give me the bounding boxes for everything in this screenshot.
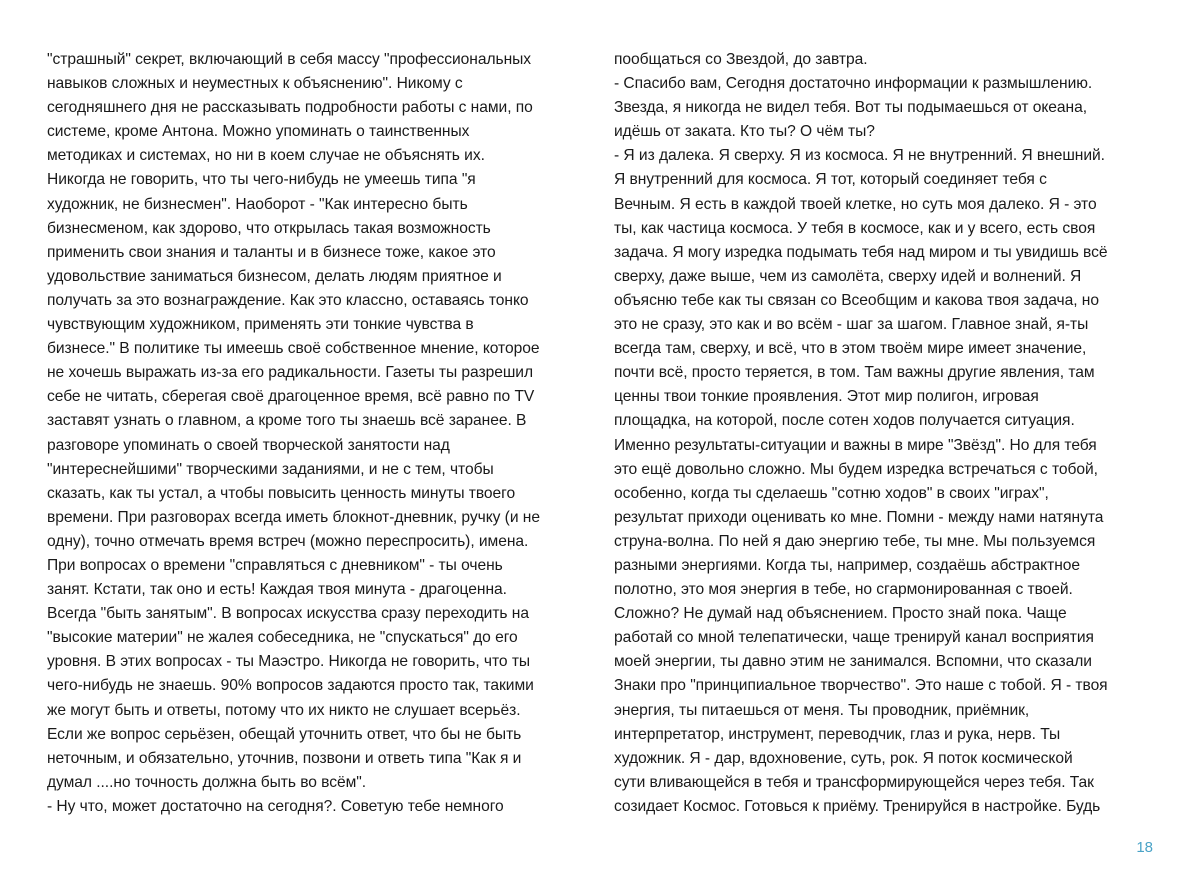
text-line: сути вливающейся в тебя и трансформирующейся через тебя. Так — [614, 773, 1094, 791]
text-line: Всегда "быть занятым". В вопросах искусства сразу переходить на — [47, 605, 529, 623]
text-line: разными энергиями. Когда ты, например, создаёшь абстрактное — [614, 556, 1081, 574]
text-line: времени. При разговорах всегда иметь блокнот-дневник, ручку (и не — [47, 508, 540, 526]
text-line: уровня. В этих вопросах - ты Маэстро. Никогда не говорить, что ты — [47, 653, 531, 671]
text-line: созидает Космос. Готовься к приёму. Тренируйся в настройке. Будь — [614, 797, 1101, 815]
text-line: Именно результаты-ситуации и важны в мире "Звёзд". Но для тебя — [614, 436, 1097, 454]
text-line: методиках и системах, но ни в коем случае не объяснять их. — [47, 147, 485, 165]
text-line: моей энергии, ты давно этим не занимался. Вспомни, что сказали — [614, 653, 1092, 671]
text-line: - Ну что, может достаточно на сегодня?. Советую тебе немного — [47, 797, 504, 815]
text-line: Если же вопрос серьёзен, обещай уточнить ответ, что бы не быть — [47, 725, 522, 743]
text-line: "высокие материи" не жалея собеседника, не "спускаться" до его — [47, 629, 518, 647]
text-line: же могут быть и ответы, потому что их никто не слушает всерьёз. — [47, 701, 521, 719]
text-line: художник, не бизнесмен". Наоборот - "Как интересно быть — [47, 195, 468, 213]
text-line: это не сразу, это как и во всём - шаг за шагом. Главное знай, я-ты — [614, 316, 1089, 334]
text-line: результат приходи оценивать ко мне. Помни - между нами натянута — [614, 508, 1104, 526]
text-line: чего-нибудь не знаешь. 90% вопросов задаются просто так, такими — [47, 677, 534, 695]
text-line: "страшный" секрет, включающий в себя массу "профессиональных — [47, 51, 532, 68]
text-line: не хочешь выражать из-за его радикальности. Газеты ты разрешил — [47, 364, 534, 382]
text-line: Звезда, я никогда не видел тебя. Вот ты подымаешься от океана, — [614, 99, 1087, 117]
text-line: - Я из далека. Я сверху. Я из космоса. Я не внутренний. Я внешний. — [614, 147, 1105, 165]
text-line: работай со мной телепатически, чаще тренируй канал восприятия — [614, 629, 1094, 647]
text-line: Я внутренний для космоса. Я тот, который соединяет тебя с — [614, 171, 1047, 189]
text-line: интерпретатор, инструмент, переводчик, глаз и рука, нерв. Ты — [614, 725, 1061, 743]
text-line: почти всё, просто теряется, в том. Там важны другие явления, там — [614, 364, 1095, 382]
text-line: неточным, и обязательно, уточнив, позвони и ответь типа "Как я и — [47, 749, 522, 767]
right-column — [614, 48, 1174, 819]
text-line: получать за это вознаграждение. Как это классно, оставаясь тонко — [47, 291, 529, 309]
text-line: это ещё довольно сложно. Мы будем изредка встречаться с тобой, — [614, 460, 1098, 478]
text-line: применить свои знания и таланты и в бизнесе тоже, какое это — [47, 243, 496, 261]
text-line: думал ....но точность должна быть во всём". — [47, 773, 367, 791]
text-line: удовольствие заниматься бизнесом, делать людям приятное и — [47, 267, 502, 285]
text-line: При вопросах о времени "справляться с дневником" - ты очень — [47, 556, 503, 574]
text-line: сказать, как ты устал, а чтобы повысить ценность минуты твоего — [47, 484, 516, 502]
text-line: пообщаться со Звездой, до завтра. — [614, 51, 868, 68]
text-line: особенно, когда ты сделаешь "сотню ходов" в своих "играх", — [614, 484, 1049, 502]
text-line: разговоре упоминать о своей творческой занятости над — [47, 436, 450, 454]
text-line: сверху, даже выше, чем из самолёта, сверху идей и волнений. Я — [614, 267, 1082, 285]
text-line: чувствующим художником, применять эти тонкие чувства в — [47, 316, 474, 334]
text-line: - Спасибо вам, Сегодня достаточно информации к размышлению. — [614, 75, 1093, 93]
text-line: идёшь от заката. Кто ты? О чём ты? — [614, 123, 875, 141]
text-line: площадка, на которой, после сотен ходов получается ситуация. — [614, 412, 1075, 430]
text-line: ценны твои тонкие проявления. Этот мир полигон, игровая — [614, 388, 1039, 406]
text-line: энергия, ты питаешься от меня. Ты проводник, приёмник, — [614, 701, 1030, 719]
text-line: Знаки про "принципиальное творчество". Это наше с тобой. Я - твоя — [614, 677, 1108, 695]
text-line: заставят узнать о главном, а кроме того ты знаешь всё заранее. В — [47, 412, 527, 430]
text-line: Сложно? Не думай над объяснением. Просто знай пока. Чаще — [614, 605, 1067, 623]
text-line: системе, кроме Антона. Можно упоминать о таинственных — [47, 123, 470, 141]
text-line: сегодняшнего дня не рассказывать подробности работы с нами, по — [47, 99, 533, 117]
page-number: 18 — [1136, 839, 1153, 856]
text-line: Никогда не говорить, что ты чего-нибудь не умеешь типа "я — [47, 171, 476, 189]
text-line: струна-волна. По ней я даю энергию тебе, ты мне. Мы пользуемся — [614, 532, 1096, 550]
text-line: всегда там, сверху, и всё, что в этом твоём мире имеет значение, — [614, 340, 1087, 358]
left-column — [47, 48, 607, 819]
text-line: занят. Кстати, так оно и есть! Каждая твоя минута - драгоценна. — [47, 581, 507, 599]
text-line: ты, как частица космоса. У тебя в космосе, как и у всего, есть своя — [614, 219, 1096, 237]
text-line: бизнесменом, как здорово, что открылась такая возможность — [47, 219, 491, 237]
text-line: одну), точно отмечать время встреч (можно переспросить), имена. — [47, 532, 529, 550]
text-line: полотно, это моя энергия в тебе, но сгармонированная с твоей. — [614, 581, 1073, 599]
text-line: Вечным. Я есть в каждой твоей клетке, но суть моя далеко. Я - это — [614, 195, 1097, 213]
text-line: навыков сложных и неуместных к объяснению". Никому с — [47, 75, 463, 93]
text-line: объясню тебе как ты связан со Всеобщим и какова твоя задача, но — [614, 291, 1099, 309]
text-line: "интереснейшими" творческими заданиями, и не с тем, чтобы — [47, 460, 494, 478]
text-line: бизнесе." В политике ты имеешь своё собственное мнение, которое — [47, 340, 540, 358]
text-line: задача. Я могу изредка подымать тебя над миром и ты увидишь всё — [614, 243, 1108, 261]
text-line: себе не читать, сберегая своё драгоценное время, всё равно по TV — [47, 388, 535, 406]
text-line: художник. Я - дар, вдохновение, суть, рок. Я поток космической — [614, 749, 1073, 767]
